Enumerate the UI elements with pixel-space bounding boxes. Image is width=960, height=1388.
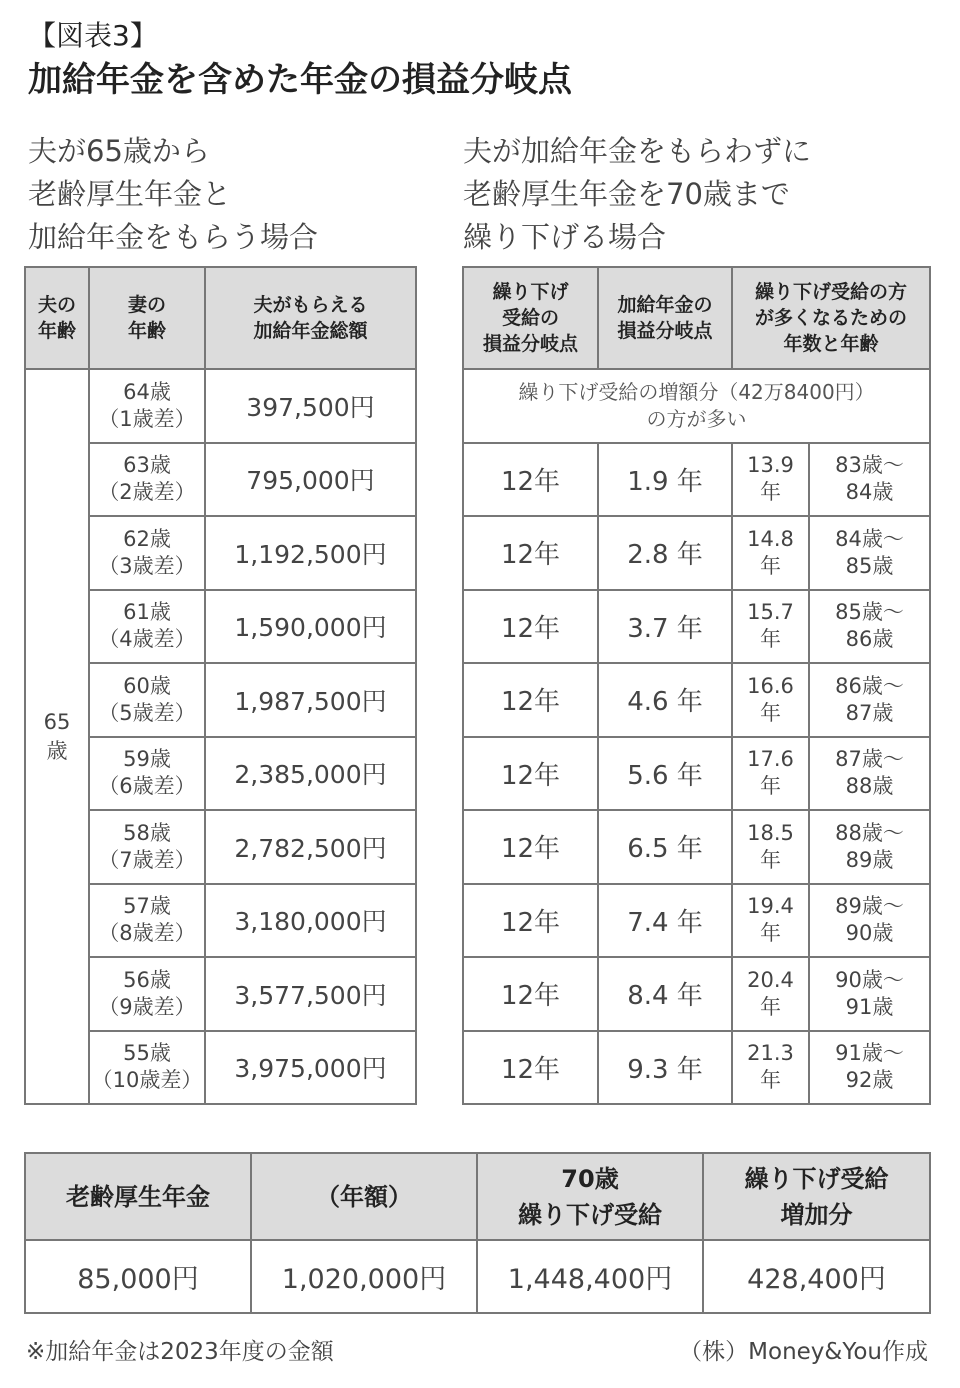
years-cell: 19.4 年 — [732, 884, 809, 958]
age-range-cell: 89歳〜 90歳 — [809, 884, 930, 958]
wife-age-cell: 60歳 （5歳差） — [89, 663, 205, 737]
value-deferral-increase: 428,400円 — [703, 1240, 930, 1313]
deferral-breakeven-cell: 12年 — [463, 737, 598, 811]
age-range-cell: 83歳〜 84歳 — [809, 443, 930, 517]
header-annual-amount: （年額） — [251, 1153, 477, 1240]
deferral-breakeven-cell: 12年 — [463, 443, 598, 517]
kakyu-breakeven-cell: 6.5 年 — [598, 810, 732, 884]
header-70-deferral: 70歳 繰り下げ受給 — [477, 1153, 703, 1240]
header-kakyu-total: 夫がもらえる 加給年金総額 — [205, 267, 416, 369]
kakyu-total-cell: 3,975,000円 — [205, 1031, 416, 1105]
wife-age-cell: 64歳 （1歳差） — [89, 369, 205, 443]
deferral-breakeven-cell: 12年 — [463, 663, 598, 737]
right-caption-line: 老齢厚生年金を70歳まで — [463, 177, 790, 211]
left-caption — [28, 130, 318, 259]
age-range-cell: 91歳〜 92歳 — [809, 1031, 930, 1105]
kakyu-breakeven-cell: 7.4 年 — [598, 884, 732, 958]
kakyu-breakeven-cell: 1.9 年 — [598, 443, 732, 517]
age-range-cell: 86歳〜 87歳 — [809, 663, 930, 737]
years-cell: 15.7 年 — [732, 590, 809, 664]
kakyu-total-cell: 1,987,500円 — [205, 663, 416, 737]
age-range-cell: 88歳〜 89歳 — [809, 810, 930, 884]
value-70-deferral: 1,448,400円 — [477, 1240, 703, 1313]
years-cell: 17.6 年 — [732, 737, 809, 811]
header-years-and-age: 繰り下げ受給の方 が多くなるための 年数と年齢 — [732, 267, 930, 369]
deferral-breakeven-cell: 12年 — [463, 810, 598, 884]
years-cell: 13.9 年 — [732, 443, 809, 517]
years-cell: 18.5 年 — [732, 810, 809, 884]
age-range-cell: 84歳〜 85歳 — [809, 516, 930, 590]
wife-age-cell: 58歳 （7歳差） — [89, 810, 205, 884]
kakyu-breakeven-cell: 8.4 年 — [598, 957, 732, 1031]
value-old-age-pension: 85,000円 — [25, 1240, 251, 1313]
left-caption-line: 夫が65歳から — [28, 134, 210, 168]
deferral-breakeven-table — [462, 266, 931, 1105]
age-range-cell: 90歳〜 91歳 — [809, 957, 930, 1031]
deferral-breakeven-cell: 12年 — [463, 1031, 598, 1105]
kakyu-breakeven-cell: 5.6 年 — [598, 737, 732, 811]
wife-age-cell: 63歳 （2歳差） — [89, 443, 205, 517]
age-range-cell: 85歳〜 86歳 — [809, 590, 930, 664]
right-caption — [463, 130, 811, 259]
deferral-breakeven-cell: 12年 — [463, 590, 598, 664]
table-row — [463, 663, 930, 737]
kakyu-total-cell: 2,782,500円 — [205, 810, 416, 884]
wife-age-cell: 59歳 （6歳差） — [89, 737, 205, 811]
years-cell: 21.3 年 — [732, 1031, 809, 1105]
kakyu-total-cell: 795,000円 — [205, 443, 416, 517]
header-wife-age: 妻の 年齢 — [89, 267, 205, 369]
left-caption-line: 加給年金をもらう場合 — [28, 220, 319, 254]
kakyu-total-cell: 397,500円 — [205, 369, 416, 443]
wife-age-cell: 61歳 （4歳差） — [89, 590, 205, 664]
kakyu-total-table — [24, 266, 417, 1105]
deferral-breakeven-cell: 12年 — [463, 884, 598, 958]
left-caption-line: 老齢厚生年金と — [28, 177, 232, 211]
credit: （株）Money&You作成 — [679, 1339, 928, 1365]
table-row — [463, 590, 930, 664]
deferral-breakeven-cell: 12年 — [463, 957, 598, 1031]
kakyu-total-cell: 3,180,000円 — [205, 884, 416, 958]
table-row — [463, 516, 930, 590]
kakyu-breakeven-cell: 4.6 年 — [598, 663, 732, 737]
figure-label: 【図表3】 — [28, 19, 158, 52]
kakyu-breakeven-cell: 9.3 年 — [598, 1031, 732, 1105]
wife-age-cell: 57歳 （8歳差） — [89, 884, 205, 958]
kakyu-total-cell: 2,385,000円 — [205, 737, 416, 811]
age-range-cell: 87歳〜 88歳 — [809, 737, 930, 811]
wife-age-cell: 55歳 （10歳差） — [89, 1031, 205, 1105]
husband-age-cell: 65 歳 — [25, 369, 89, 1104]
years-cell: 14.8 年 — [732, 516, 809, 590]
page-title: 加給年金を含めた年金の損益分岐点 — [28, 60, 572, 100]
kakyu-breakeven-cell: 3.7 年 — [598, 590, 732, 664]
footnote: ※加給年金は2023年度の金額 — [26, 1339, 334, 1365]
header-kakyu-breakeven: 加給年金の 損益分岐点 — [598, 267, 732, 369]
right-caption-line: 夫が加給年金をもらわずに — [463, 134, 812, 168]
table-row — [25, 369, 416, 443]
table-row — [463, 810, 930, 884]
table-row — [463, 957, 930, 1031]
table-row — [463, 1031, 930, 1105]
table-row — [463, 884, 930, 958]
header-deferral-breakeven: 繰り下げ 受給の 損益分岐点 — [463, 267, 598, 369]
deferral-breakeven-cell: 12年 — [463, 516, 598, 590]
value-annual-amount: 1,020,000円 — [251, 1240, 477, 1313]
header-old-age-pension: 老齢厚生年金 — [25, 1153, 251, 1240]
header-husband-age: 夫の 年齢 — [25, 267, 89, 369]
kakyu-total-cell: 3,577,500円 — [205, 957, 416, 1031]
deferral-notice: 繰り下げ受給の増額分（42万8400円） の方が多い — [463, 369, 930, 443]
wife-age-cell: 62歳 （3歳差） — [89, 516, 205, 590]
header-deferral-increase: 繰り下げ受給 増加分 — [703, 1153, 930, 1240]
wife-age-cell: 56歳 （9歳差） — [89, 957, 205, 1031]
kakyu-total-cell: 1,590,000円 — [205, 590, 416, 664]
right-caption-line: 繰り下げる場合 — [463, 220, 667, 254]
kakyu-breakeven-cell: 2.8 年 — [598, 516, 732, 590]
years-cell: 20.4 年 — [732, 957, 809, 1031]
pension-summary-table — [24, 1152, 931, 1314]
kakyu-total-cell: 1,192,500円 — [205, 516, 416, 590]
years-cell: 16.6 年 — [732, 663, 809, 737]
table-row — [463, 443, 930, 517]
table-row — [463, 737, 930, 811]
